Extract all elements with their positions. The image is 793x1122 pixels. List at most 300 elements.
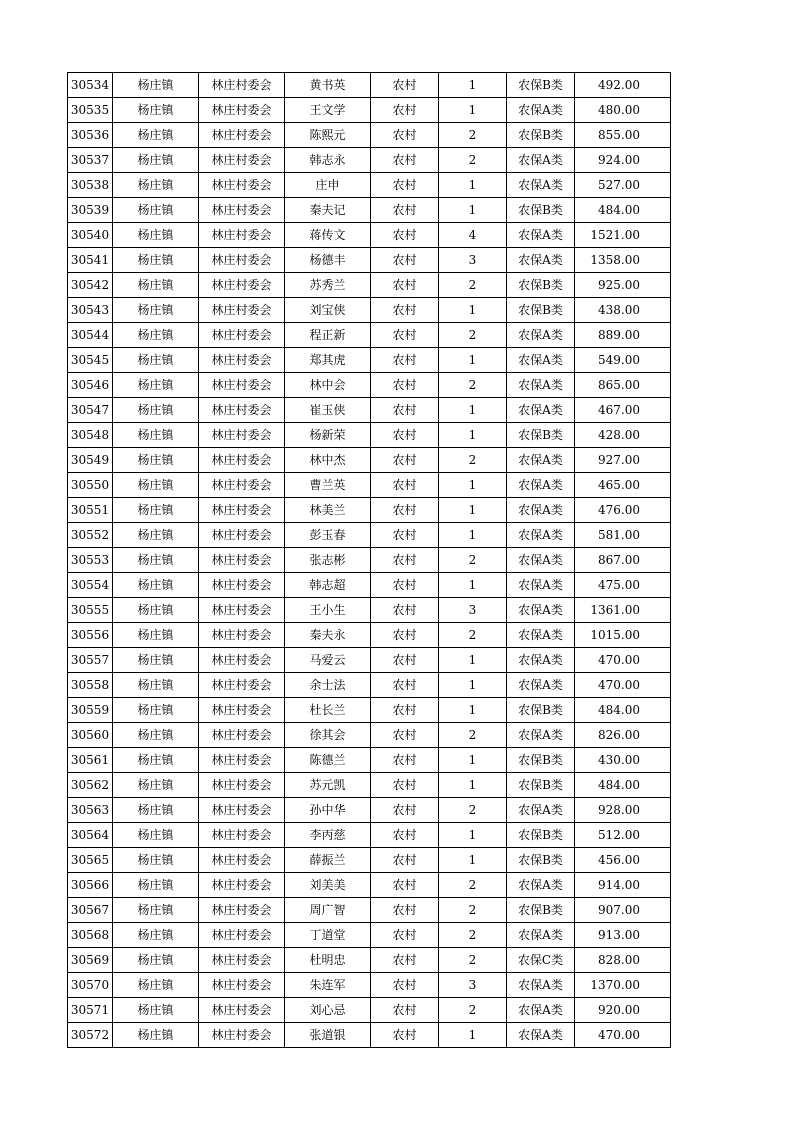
area-type-cell: 农村 (371, 498, 439, 523)
name-cell: 韩志永 (285, 148, 371, 173)
household-size-cell: 1 (439, 73, 507, 98)
area-type-cell: 农村 (371, 98, 439, 123)
amount-cell: 867.00 (575, 548, 671, 573)
table-row (68, 248, 671, 273)
record-id-cell: 30558 (68, 673, 113, 698)
record-id-cell: 30557 (68, 648, 113, 673)
amount-cell: 467.00 (575, 398, 671, 423)
area-type-cell: 农村 (371, 773, 439, 798)
name-cell: 刘心忌 (285, 998, 371, 1023)
household-size-cell: 1 (439, 673, 507, 698)
name-cell: 张志彬 (285, 548, 371, 573)
amount-cell: 826.00 (575, 723, 671, 748)
village-committee-cell: 林庄村委会 (199, 898, 285, 923)
village-committee-cell: 林庄村委会 (199, 98, 285, 123)
amount-cell: 527.00 (575, 173, 671, 198)
area-type-cell: 农村 (371, 198, 439, 223)
town-cell: 杨庄镇 (113, 598, 199, 623)
village-committee-cell: 林庄村委会 (199, 348, 285, 373)
table-row (68, 173, 671, 198)
record-id-cell: 30537 (68, 148, 113, 173)
area-type-cell: 农村 (371, 973, 439, 998)
area-type-cell: 农村 (371, 698, 439, 723)
record-id-cell: 30548 (68, 423, 113, 448)
table-row (68, 823, 671, 848)
area-type-cell: 农村 (371, 223, 439, 248)
household-size-cell: 1 (439, 848, 507, 873)
town-cell: 杨庄镇 (113, 473, 199, 498)
insurance-category-cell: 农保A类 (507, 498, 575, 523)
area-type-cell: 农村 (371, 673, 439, 698)
record-id-cell: 30547 (68, 398, 113, 423)
household-size-cell: 2 (439, 548, 507, 573)
record-id-cell: 30572 (68, 1023, 113, 1048)
record-id-cell: 30544 (68, 323, 113, 348)
record-id-cell: 30536 (68, 123, 113, 148)
table-row (68, 498, 671, 523)
table-row (68, 723, 671, 748)
insurance-category-cell: 农保A类 (507, 323, 575, 348)
table-row (68, 698, 671, 723)
village-committee-cell: 林庄村委会 (199, 773, 285, 798)
household-size-cell: 2 (439, 623, 507, 648)
name-cell: 秦夫永 (285, 623, 371, 648)
table-row (68, 598, 671, 623)
amount-cell: 428.00 (575, 423, 671, 448)
record-id-cell: 30560 (68, 723, 113, 748)
name-cell: 崔玉侠 (285, 398, 371, 423)
record-id-cell: 30546 (68, 373, 113, 398)
town-cell: 杨庄镇 (113, 148, 199, 173)
record-id-cell: 30543 (68, 298, 113, 323)
name-cell: 刘宝侠 (285, 298, 371, 323)
town-cell: 杨庄镇 (113, 523, 199, 548)
record-id-cell: 30559 (68, 698, 113, 723)
area-type-cell: 农村 (371, 423, 439, 448)
record-id-cell: 30540 (68, 223, 113, 248)
household-size-cell: 1 (439, 173, 507, 198)
area-type-cell: 农村 (371, 948, 439, 973)
household-size-cell: 4 (439, 223, 507, 248)
name-cell: 徐其会 (285, 723, 371, 748)
household-size-cell: 1 (439, 823, 507, 848)
amount-cell: 828.00 (575, 948, 671, 973)
insurance-category-cell: 农保B类 (507, 123, 575, 148)
insurance-category-cell: 农保B类 (507, 698, 575, 723)
town-cell: 杨庄镇 (113, 248, 199, 273)
household-size-cell: 1 (439, 698, 507, 723)
village-committee-cell: 林庄村委会 (199, 473, 285, 498)
household-size-cell: 1 (439, 398, 507, 423)
area-type-cell: 农村 (371, 398, 439, 423)
town-cell: 杨庄镇 (113, 823, 199, 848)
village-committee-cell: 林庄村委会 (199, 698, 285, 723)
village-committee-cell: 林庄村委会 (199, 548, 285, 573)
name-cell: 黄书英 (285, 73, 371, 98)
household-size-cell: 3 (439, 248, 507, 273)
table-row (68, 748, 671, 773)
insurance-category-cell: 农保A类 (507, 648, 575, 673)
table-row (68, 98, 671, 123)
village-committee-cell: 林庄村委会 (199, 148, 285, 173)
amount-cell: 581.00 (575, 523, 671, 548)
insurance-category-cell: 农保A类 (507, 223, 575, 248)
household-size-cell: 1 (439, 773, 507, 798)
amount-cell: 512.00 (575, 823, 671, 848)
table-row (68, 998, 671, 1023)
village-committee-cell: 林庄村委会 (199, 223, 285, 248)
insurance-category-cell: 农保A类 (507, 798, 575, 823)
amount-cell: 913.00 (575, 923, 671, 948)
table-row (68, 948, 671, 973)
household-size-cell: 2 (439, 873, 507, 898)
town-cell: 杨庄镇 (113, 898, 199, 923)
name-cell: 陈熙元 (285, 123, 371, 148)
table-row (68, 898, 671, 923)
name-cell: 蒋传文 (285, 223, 371, 248)
area-type-cell: 农村 (371, 873, 439, 898)
table-row (68, 148, 671, 173)
household-size-cell: 1 (439, 198, 507, 223)
area-type-cell: 农村 (371, 823, 439, 848)
town-cell: 杨庄镇 (113, 1023, 199, 1048)
area-type-cell: 农村 (371, 248, 439, 273)
area-type-cell: 农村 (371, 648, 439, 673)
record-id-cell: 30564 (68, 823, 113, 848)
name-cell: 韩志超 (285, 573, 371, 598)
insurance-category-cell: 农保A类 (507, 373, 575, 398)
household-size-cell: 2 (439, 898, 507, 923)
village-committee-cell: 林庄村委会 (199, 373, 285, 398)
name-cell: 杨新荣 (285, 423, 371, 448)
area-type-cell: 农村 (371, 798, 439, 823)
area-type-cell: 农村 (371, 923, 439, 948)
name-cell: 周广智 (285, 898, 371, 923)
town-cell: 杨庄镇 (113, 373, 199, 398)
table-row (68, 73, 671, 98)
name-cell: 丁道堂 (285, 923, 371, 948)
record-id-cell: 30571 (68, 998, 113, 1023)
insurance-category-cell: 农保A类 (507, 998, 575, 1023)
town-cell: 杨庄镇 (113, 173, 199, 198)
town-cell: 杨庄镇 (113, 448, 199, 473)
table-row (68, 298, 671, 323)
name-cell: 林美兰 (285, 498, 371, 523)
record-id-cell: 30555 (68, 598, 113, 623)
amount-cell: 475.00 (575, 573, 671, 598)
insurance-category-cell: 农保A类 (507, 873, 575, 898)
name-cell: 朱连军 (285, 973, 371, 998)
amount-cell: 470.00 (575, 648, 671, 673)
town-cell: 杨庄镇 (113, 973, 199, 998)
table-row (68, 423, 671, 448)
record-id-cell: 30565 (68, 848, 113, 873)
record-id-cell: 30563 (68, 798, 113, 823)
village-committee-cell: 林庄村委会 (199, 798, 285, 823)
name-cell: 苏元凯 (285, 773, 371, 798)
insurance-category-cell: 农保A类 (507, 548, 575, 573)
household-size-cell: 2 (439, 323, 507, 348)
insurance-category-cell: 农保A类 (507, 98, 575, 123)
amount-cell: 907.00 (575, 898, 671, 923)
area-type-cell: 农村 (371, 1023, 439, 1048)
amount-cell: 920.00 (575, 998, 671, 1023)
table-row (68, 973, 671, 998)
table-row (68, 223, 671, 248)
household-size-cell: 2 (439, 123, 507, 148)
town-cell: 杨庄镇 (113, 698, 199, 723)
insurance-category-cell: 农保B类 (507, 73, 575, 98)
amount-cell: 924.00 (575, 148, 671, 173)
table-row (68, 923, 671, 948)
record-id-cell: 30562 (68, 773, 113, 798)
record-id-cell: 30541 (68, 248, 113, 273)
household-size-cell: 1 (439, 423, 507, 448)
town-cell: 杨庄镇 (113, 773, 199, 798)
area-type-cell: 农村 (371, 473, 439, 498)
insurance-category-cell: 农保B类 (507, 423, 575, 448)
record-id-cell: 30550 (68, 473, 113, 498)
village-committee-cell: 林庄村委会 (199, 448, 285, 473)
name-cell: 郑其虎 (285, 348, 371, 373)
household-size-cell: 1 (439, 498, 507, 523)
town-cell: 杨庄镇 (113, 498, 199, 523)
name-cell: 杜长兰 (285, 698, 371, 723)
village-committee-cell: 林庄村委会 (199, 873, 285, 898)
village-committee-cell: 林庄村委会 (199, 748, 285, 773)
insurance-category-cell: 农保A类 (507, 248, 575, 273)
area-type-cell: 农村 (371, 348, 439, 373)
name-cell: 林中杰 (285, 448, 371, 473)
town-cell: 杨庄镇 (113, 723, 199, 748)
table-row (68, 123, 671, 148)
amount-cell: 549.00 (575, 348, 671, 373)
table-row (68, 673, 671, 698)
name-cell: 李丙慈 (285, 823, 371, 848)
village-committee-cell: 林庄村委会 (199, 1023, 285, 1048)
table-row (68, 848, 671, 873)
town-cell: 杨庄镇 (113, 98, 199, 123)
household-size-cell: 2 (439, 273, 507, 298)
name-cell: 余士法 (285, 673, 371, 698)
table-row (68, 448, 671, 473)
table-row (68, 373, 671, 398)
household-size-cell: 1 (439, 573, 507, 598)
village-committee-cell: 林庄村委会 (199, 123, 285, 148)
record-id-cell: 30551 (68, 498, 113, 523)
village-committee-cell: 林庄村委会 (199, 848, 285, 873)
record-id-cell: 30553 (68, 548, 113, 573)
village-committee-cell: 林庄村委会 (199, 623, 285, 648)
amount-cell: 914.00 (575, 873, 671, 898)
household-size-cell: 2 (439, 373, 507, 398)
insurance-category-cell: 农保A类 (507, 148, 575, 173)
town-cell: 杨庄镇 (113, 848, 199, 873)
household-size-cell: 1 (439, 648, 507, 673)
insurance-category-cell: 农保B类 (507, 298, 575, 323)
village-committee-cell: 林庄村委会 (199, 498, 285, 523)
village-committee-cell: 林庄村委会 (199, 573, 285, 598)
record-id-cell: 30561 (68, 748, 113, 773)
insurance-category-cell: 农保A类 (507, 448, 575, 473)
household-size-cell: 1 (439, 523, 507, 548)
amount-cell: 480.00 (575, 98, 671, 123)
village-committee-cell: 林庄村委会 (199, 598, 285, 623)
area-type-cell: 农村 (371, 623, 439, 648)
name-cell: 孙中华 (285, 798, 371, 823)
insurance-category-cell: 农保A类 (507, 598, 575, 623)
amount-cell: 430.00 (575, 748, 671, 773)
household-size-cell: 1 (439, 473, 507, 498)
area-type-cell: 农村 (371, 148, 439, 173)
area-type-cell: 农村 (371, 998, 439, 1023)
name-cell: 庄申 (285, 173, 371, 198)
name-cell: 陈德兰 (285, 748, 371, 773)
insurance-category-cell: 农保A类 (507, 173, 575, 198)
insurance-category-cell: 农保B类 (507, 898, 575, 923)
town-cell: 杨庄镇 (113, 123, 199, 148)
table-row (68, 773, 671, 798)
name-cell: 马爱云 (285, 648, 371, 673)
table-row (68, 273, 671, 298)
insurance-category-cell: 农保B类 (507, 773, 575, 798)
record-id-cell: 30545 (68, 348, 113, 373)
household-size-cell: 2 (439, 723, 507, 748)
town-cell: 杨庄镇 (113, 748, 199, 773)
record-id-cell: 30554 (68, 573, 113, 598)
town-cell: 杨庄镇 (113, 923, 199, 948)
village-committee-cell: 林庄村委会 (199, 323, 285, 348)
name-cell: 苏秀兰 (285, 273, 371, 298)
insurance-category-cell: 农保A类 (507, 523, 575, 548)
town-cell: 杨庄镇 (113, 73, 199, 98)
village-committee-cell: 林庄村委会 (199, 73, 285, 98)
record-id-cell: 30539 (68, 198, 113, 223)
table-row (68, 323, 671, 348)
amount-cell: 484.00 (575, 198, 671, 223)
town-cell: 杨庄镇 (113, 648, 199, 673)
name-cell: 杜明忠 (285, 948, 371, 973)
area-type-cell: 农村 (371, 723, 439, 748)
table-row (68, 473, 671, 498)
household-size-cell: 2 (439, 948, 507, 973)
table-row (68, 348, 671, 373)
village-committee-cell: 林庄村委会 (199, 673, 285, 698)
household-size-cell: 2 (439, 798, 507, 823)
amount-cell: 1015.00 (575, 623, 671, 648)
amount-cell: 865.00 (575, 373, 671, 398)
amount-cell: 476.00 (575, 498, 671, 523)
area-type-cell: 农村 (371, 748, 439, 773)
amount-cell: 889.00 (575, 323, 671, 348)
household-size-cell: 1 (439, 748, 507, 773)
amount-cell: 492.00 (575, 73, 671, 98)
village-committee-cell: 林庄村委会 (199, 648, 285, 673)
household-size-cell: 1 (439, 1023, 507, 1048)
town-cell: 杨庄镇 (113, 223, 199, 248)
household-size-cell: 2 (439, 923, 507, 948)
record-id-cell: 30570 (68, 973, 113, 998)
name-cell: 薛振兰 (285, 848, 371, 873)
table-row (68, 398, 671, 423)
village-committee-cell: 林庄村委会 (199, 948, 285, 973)
household-size-cell: 1 (439, 98, 507, 123)
insurance-category-cell: 农保A类 (507, 923, 575, 948)
record-id-cell: 30538 (68, 173, 113, 198)
town-cell: 杨庄镇 (113, 273, 199, 298)
village-committee-cell: 林庄村委会 (199, 298, 285, 323)
village-committee-cell: 林庄村委会 (199, 923, 285, 948)
town-cell: 杨庄镇 (113, 573, 199, 598)
area-type-cell: 农村 (371, 848, 439, 873)
amount-cell: 1361.00 (575, 598, 671, 623)
household-size-cell: 2 (439, 448, 507, 473)
town-cell: 杨庄镇 (113, 548, 199, 573)
insurance-category-cell: 农保B类 (507, 748, 575, 773)
area-type-cell: 农村 (371, 123, 439, 148)
record-id-cell: 30569 (68, 948, 113, 973)
amount-cell: 1370.00 (575, 973, 671, 998)
table-row (68, 548, 671, 573)
village-committee-cell: 林庄村委会 (199, 198, 285, 223)
insurance-category-cell: 农保B类 (507, 823, 575, 848)
amount-cell: 484.00 (575, 773, 671, 798)
village-committee-cell: 林庄村委会 (199, 248, 285, 273)
name-cell: 王文学 (285, 98, 371, 123)
village-committee-cell: 林庄村委会 (199, 173, 285, 198)
table-row (68, 873, 671, 898)
table-row (68, 573, 671, 598)
insurance-category-cell: 农保B类 (507, 848, 575, 873)
area-type-cell: 农村 (371, 898, 439, 923)
area-type-cell: 农村 (371, 273, 439, 298)
name-cell: 程正新 (285, 323, 371, 348)
name-cell: 秦夫记 (285, 198, 371, 223)
area-type-cell: 农村 (371, 448, 439, 473)
town-cell: 杨庄镇 (113, 623, 199, 648)
table-row (68, 523, 671, 548)
village-committee-cell: 林庄村委会 (199, 523, 285, 548)
insurance-category-cell: 农保A类 (507, 1023, 575, 1048)
table-row (68, 623, 671, 648)
village-committee-cell: 林庄村委会 (199, 398, 285, 423)
village-committee-cell: 林庄村委会 (199, 273, 285, 298)
amount-cell: 456.00 (575, 848, 671, 873)
household-size-cell: 1 (439, 348, 507, 373)
insurance-category-cell: 农保A类 (507, 623, 575, 648)
amount-cell: 470.00 (575, 1023, 671, 1048)
household-size-cell: 2 (439, 998, 507, 1023)
name-cell: 林中会 (285, 373, 371, 398)
town-cell: 杨庄镇 (113, 798, 199, 823)
town-cell: 杨庄镇 (113, 673, 199, 698)
insurance-category-cell: 农保B类 (507, 198, 575, 223)
amount-cell: 438.00 (575, 298, 671, 323)
amount-cell: 470.00 (575, 673, 671, 698)
record-id-cell: 30535 (68, 98, 113, 123)
town-cell: 杨庄镇 (113, 198, 199, 223)
name-cell: 杨德丰 (285, 248, 371, 273)
name-cell: 曹兰英 (285, 473, 371, 498)
area-type-cell: 农村 (371, 573, 439, 598)
insurance-category-cell: 农保B类 (507, 273, 575, 298)
area-type-cell: 农村 (371, 298, 439, 323)
household-size-cell: 3 (439, 598, 507, 623)
area-type-cell: 农村 (371, 173, 439, 198)
insurance-category-cell: 农保C类 (507, 948, 575, 973)
name-cell: 彭玉春 (285, 523, 371, 548)
amount-cell: 1358.00 (575, 248, 671, 273)
